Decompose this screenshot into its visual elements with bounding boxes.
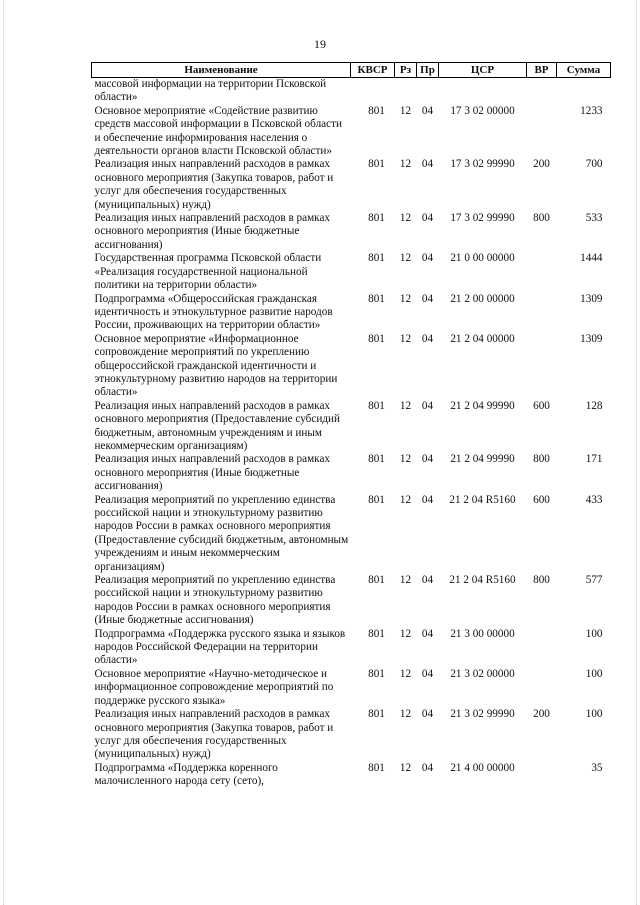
- cell-sum: 100: [585, 708, 603, 721]
- table-row: [92, 762, 611, 789]
- cell-rz: 12: [399, 252, 412, 265]
- table-row: [92, 293, 611, 333]
- table-row: [92, 453, 611, 493]
- table-row: [92, 212, 611, 252]
- cell-rz: 12: [399, 708, 412, 721]
- cell-pr: 04: [421, 104, 434, 117]
- column-header-vr: ВР: [527, 63, 557, 78]
- cell-kvsr: [351, 78, 395, 105]
- cell-kvsr: 801: [368, 574, 385, 587]
- cell-csr: 21 2 04 R5160: [449, 493, 516, 506]
- table-row: [92, 105, 611, 159]
- cell-pr: 04: [421, 574, 434, 587]
- page-number: 19: [314, 37, 326, 51]
- cell-kvsr: 801: [368, 252, 385, 265]
- cell-kvsr: 801: [368, 212, 385, 225]
- cell-sum: 1444: [580, 252, 603, 265]
- cell-csr: 17 3 02 99990: [450, 158, 515, 171]
- cell-pr: 04: [421, 627, 434, 640]
- cell-rz: 12: [399, 399, 412, 412]
- table-body: [92, 78, 611, 789]
- cell-csr: 21 2 04 00000: [450, 332, 515, 345]
- cell-pr: 04: [421, 252, 434, 265]
- cell-vr: 200: [533, 158, 550, 171]
- cell-sum: 533: [585, 212, 603, 225]
- cell-csr: 21 4 00 00000: [450, 761, 515, 774]
- column-header-name: Наименование: [92, 63, 351, 78]
- cell-sum: 100: [585, 627, 603, 640]
- table-row: [92, 494, 611, 574]
- cell-csr: 17 3 02 99990: [450, 212, 515, 225]
- cell-vr: 800: [533, 212, 550, 225]
- cell-vr: [527, 252, 557, 292]
- cell-rz: 12: [399, 332, 412, 345]
- cell-pr: 04: [421, 761, 434, 774]
- cell-name: Государственная программа Псковской области «Реализация государственной национальной политики на территории области»: [94, 252, 322, 292]
- cell-pr: 04: [421, 158, 434, 171]
- cell-vr: 800: [533, 574, 550, 587]
- cell-csr: 21 2 00 00000: [450, 292, 515, 305]
- cell-kvsr: 801: [368, 493, 385, 506]
- cell-vr: [527, 293, 557, 333]
- column-header-csr: ЦСР: [439, 63, 527, 78]
- cell-kvsr: 801: [368, 399, 385, 412]
- cell-kvsr: 801: [368, 761, 385, 774]
- table-row: [92, 333, 611, 400]
- cell-csr: [439, 78, 527, 105]
- cell-name: Реализация иных направлений расходов в рамках основного мероприятия (Предоставление субсидий бюджетным, автономным учреждениям и иным некоммерческим организациям): [94, 399, 340, 452]
- cell-sum: 1309: [580, 292, 603, 305]
- cell-sum: 433: [585, 493, 603, 506]
- cell-rz: 12: [399, 453, 412, 466]
- cell-vr: [527, 78, 557, 105]
- cell-name: Подпрограмма «Общероссийская гражданская идентичность и этнокультурное развитие народов России, проживающих на территории области»: [94, 292, 333, 332]
- cell-sum: 35: [591, 761, 603, 774]
- cell-name: Подпрограмма «Поддержка русского языка и языков народов Российской Федерации на территории области»: [94, 627, 346, 667]
- cell-csr: 21 2 04 99990: [450, 399, 515, 412]
- cell-rz: 12: [399, 761, 412, 774]
- cell-name: Подпрограмма «Поддержка коренного малочисленного народа сету (сето),: [94, 761, 278, 788]
- cell-csr: 21 2 04 99990: [450, 453, 515, 466]
- cell-kvsr: 801: [368, 453, 385, 466]
- left-page-edge: [3, 0, 5, 905]
- cell-vr: 600: [533, 493, 550, 506]
- table-row: [92, 78, 611, 105]
- cell-rz: 12: [399, 292, 412, 305]
- cell-csr: 21 3 00 00000: [450, 627, 515, 640]
- cell-vr: [527, 105, 557, 159]
- cell-kvsr: 801: [368, 627, 385, 640]
- cell-pr: 04: [421, 453, 434, 466]
- cell-name: массовой информации на территории Псковской области»: [94, 78, 327, 104]
- cell-sum: 1309: [580, 332, 603, 345]
- cell-csr: 21 2 04 R5160: [449, 574, 516, 587]
- cell-pr: 04: [421, 292, 434, 305]
- cell-rz: 12: [399, 574, 412, 587]
- cell-sum: 577: [585, 574, 603, 587]
- cell-rz: 12: [399, 104, 412, 117]
- cell-kvsr: 801: [368, 708, 385, 721]
- cell-pr: 04: [421, 667, 434, 680]
- cell-sum: 128: [585, 399, 603, 412]
- cell-name: Реализация иных направлений расходов в рамках основного мероприятия (Закупка товаров, работ и услуг для обеспечения государственных (муниципальных) нужд): [94, 158, 334, 211]
- cell-sum: 1233: [580, 104, 603, 117]
- table-row: [92, 668, 611, 708]
- column-header-kvsr: КВСР: [351, 63, 395, 78]
- cell-kvsr: 801: [368, 667, 385, 680]
- cell-rz: [395, 78, 417, 105]
- cell-csr: 17 3 02 00000: [450, 104, 515, 117]
- budget-table: [91, 62, 611, 789]
- cell-sum: 700: [585, 158, 603, 171]
- cell-rz: 12: [399, 158, 412, 171]
- cell-name: Реализация иных направлений расходов в рамках основного мероприятия (Закупка товаров, работ и услуг для обеспечения государственных (муниципальных) нужд): [94, 708, 334, 761]
- table-row: [92, 708, 611, 762]
- table-row: [92, 158, 611, 212]
- table-header: [92, 63, 611, 78]
- right-page-edge: [636, 0, 638, 905]
- table-row: [92, 628, 611, 668]
- cell-vr: [527, 628, 557, 668]
- cell-name: Основное мероприятие «Содействие развитию средств массовой информации в Псковской области и обеспечение информирования населения о деятельности органов власти Псковской области»: [94, 104, 342, 158]
- column-header-rz: Рз: [395, 63, 417, 78]
- cell-name: Основное мероприятие «Информационное сопровождение мероприятий по укреплению общероссийской гражданской идентичности и этнокультурному развитию народов на территории области»: [94, 332, 338, 399]
- table-row: [92, 574, 611, 628]
- cell-vr: [527, 762, 557, 789]
- cell-kvsr: 801: [368, 292, 385, 305]
- column-header-pr: Пр: [417, 63, 439, 78]
- cell-rz: 12: [399, 212, 412, 225]
- cell-vr: 600: [533, 399, 550, 412]
- cell-kvsr: 801: [368, 158, 385, 171]
- table-row: [92, 252, 611, 292]
- cell-csr: 21 3 02 00000: [450, 667, 515, 680]
- cell-pr: [417, 78, 439, 105]
- cell-pr: 04: [421, 332, 434, 345]
- cell-sum: 171: [585, 453, 603, 466]
- cell-vr: [527, 668, 557, 708]
- cell-name: Реализация иных направлений расходов в рамках основного мероприятия (Иные бюджетные ассигнования): [94, 212, 331, 251]
- cell-vr: 200: [533, 708, 550, 721]
- cell-kvsr: 801: [368, 332, 385, 345]
- cell-sum: 100: [585, 667, 603, 680]
- cell-name: Основное мероприятие «Научно-методическое и информационное сопровождение мероприятий по поддержке русского языка»: [94, 667, 334, 707]
- cell-vr: 800: [533, 453, 550, 466]
- cell-pr: 04: [421, 708, 434, 721]
- cell-name: Реализация мероприятий по укреплению единства российской нации и этнокультурному развитию народов России в рамках основного мероприятия (Предоставление субсидий бюджетным, автономным учреждениям и иным некоммерческим организациям): [94, 493, 349, 573]
- cell-kvsr: 801: [368, 104, 385, 117]
- cell-csr: 21 3 02 99990: [450, 708, 515, 721]
- column-header-sum: Сумма: [557, 63, 611, 78]
- cell-pr: 04: [421, 399, 434, 412]
- cell-name: Реализация мероприятий по укреплению единства российской нации и этнокультурному развитию народов России в рамках основного мероприятия (Иные бюджетные ассигнования): [94, 574, 336, 627]
- cell-vr: [527, 333, 557, 400]
- cell-rz: 12: [399, 667, 412, 680]
- cell-pr: 04: [421, 212, 434, 225]
- cell-pr: 04: [421, 493, 434, 506]
- cell-rz: 12: [399, 493, 412, 506]
- cell-sum: [557, 78, 611, 105]
- cell-rz: 12: [399, 627, 412, 640]
- cell-name: Реализация иных направлений расходов в рамках основного мероприятия (Иные бюджетные ассигнования): [94, 453, 331, 493]
- table-row: [92, 400, 611, 454]
- cell-csr: 21 0 00 00000: [450, 252, 515, 265]
